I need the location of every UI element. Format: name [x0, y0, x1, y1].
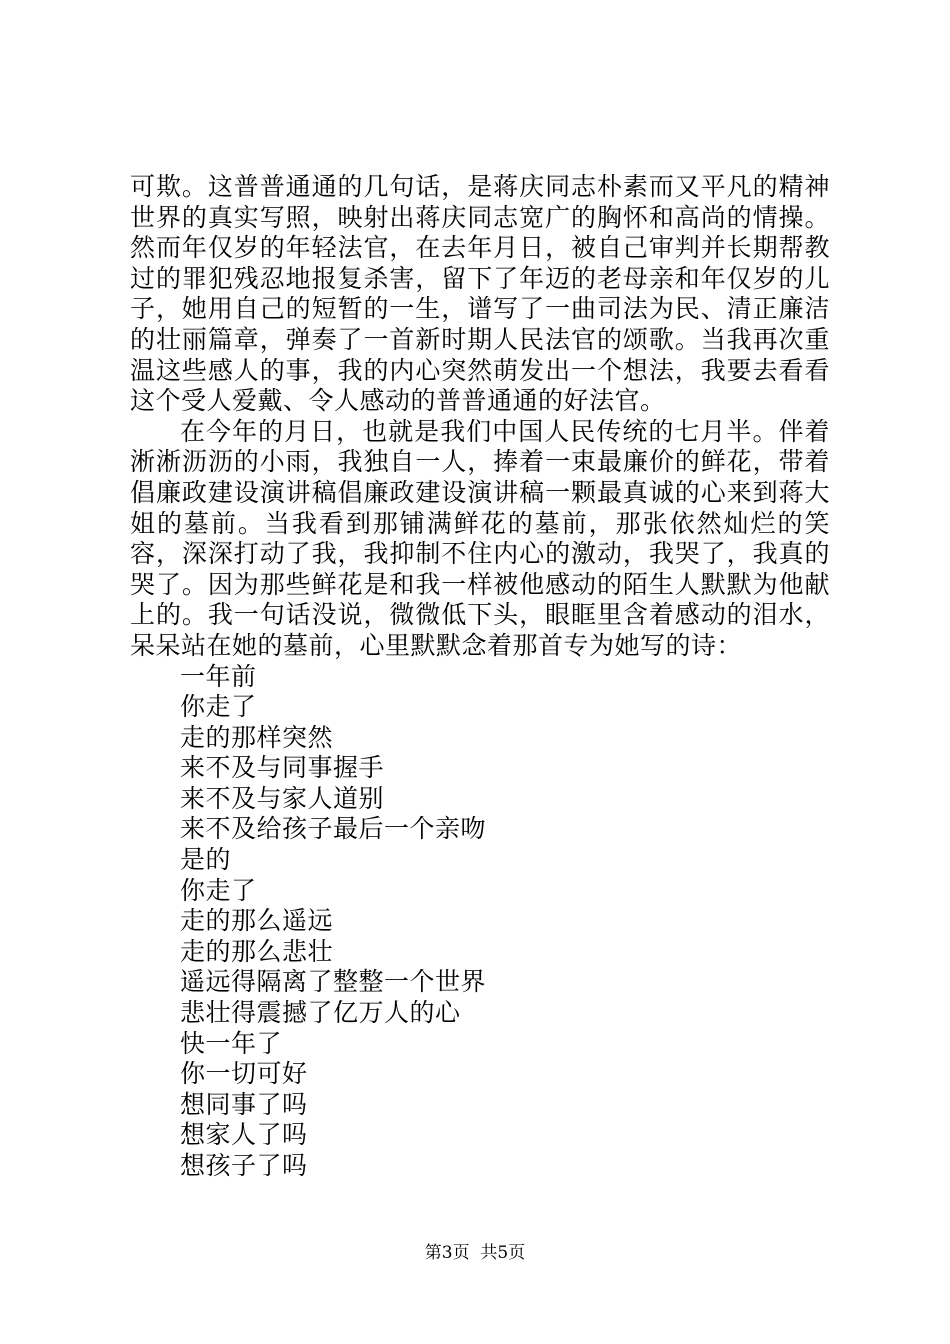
- poem-line: 你一切可好: [180, 1059, 308, 1089]
- poem-line: 你走了: [180, 692, 257, 722]
- poem-line: 走的那么遥远: [180, 906, 334, 936]
- paragraph-1: 可欺。这普普通通的几句话，是蒋庆同志朴素而又平凡的精神世界的真实写照，映射出蒋庆同志宽广的胸怀和高尚的情操。然而年仅岁的年轻法官，在去年月日，被自己审判并长期帮教过的罪犯残忍地报复杀害，留下了年迈的老母亲和年仅岁的儿子，她用自己的短暂的一生，谱写了一曲司法为民、清正廉洁的壮丽篇章，弹奏了一首新时期人民法官的颂歌。当我再次重温这些感人的事，我的内心突然萌发出一个想法，我要去看看这个受人爱戴、令人感动的普普通通的好法官。: [130, 172, 830, 416]
- poem-line: 来不及给孩子最后一个亲吻: [180, 814, 487, 844]
- page-footer: 第3页 共5页: [424, 1243, 526, 1263]
- poem-line: 想同事了吗: [180, 1089, 308, 1119]
- poem-line: 遥远得隔离了整整一个世界: [180, 967, 487, 997]
- poem-line: 是的: [180, 845, 232, 875]
- paragraph-2: 在今年的月日，也就是我们中国人民传统的七月半。伴着淅淅沥沥的小雨，我独自一人，捧着一束最廉价的鲜花，带着倡廉政建设演讲稿倡廉政建设演讲稿一颗最真诚的心来到蒋大姐的墓前。当我看到那铺满鲜花的墓前，那张依然灿烂的笑容，深深打动了我，我抑制不住内心的激动，我哭了，我真的哭了。因为那些鲜花是和我一样被他感动的陌生人默默为他献上的。我一句话没说，微微低下头，眼眶里含着感动的泪水，呆呆站在她的墓前，心里默默念着那首专为她写的诗：: [130, 416, 830, 660]
- poem-line: 走的那么悲壮: [180, 936, 334, 966]
- poem-line: 想孩子了吗: [180, 1151, 308, 1180]
- poem-line: 来不及与同事握手: [180, 753, 385, 783]
- poem-line: 走的那样突然: [180, 722, 334, 752]
- poem: [130, 662, 830, 1182]
- poem-line: 你走了: [180, 875, 257, 905]
- poem-line: 悲壮得震撼了亿万人的心: [180, 998, 461, 1028]
- poem-line: 快一年了: [180, 1028, 283, 1058]
- document-body: [130, 172, 830, 1182]
- poem-line: 来不及与家人道别: [180, 783, 385, 813]
- poem-line: 一年前: [180, 661, 257, 691]
- poem-line: 想家人了吗: [180, 1120, 308, 1150]
